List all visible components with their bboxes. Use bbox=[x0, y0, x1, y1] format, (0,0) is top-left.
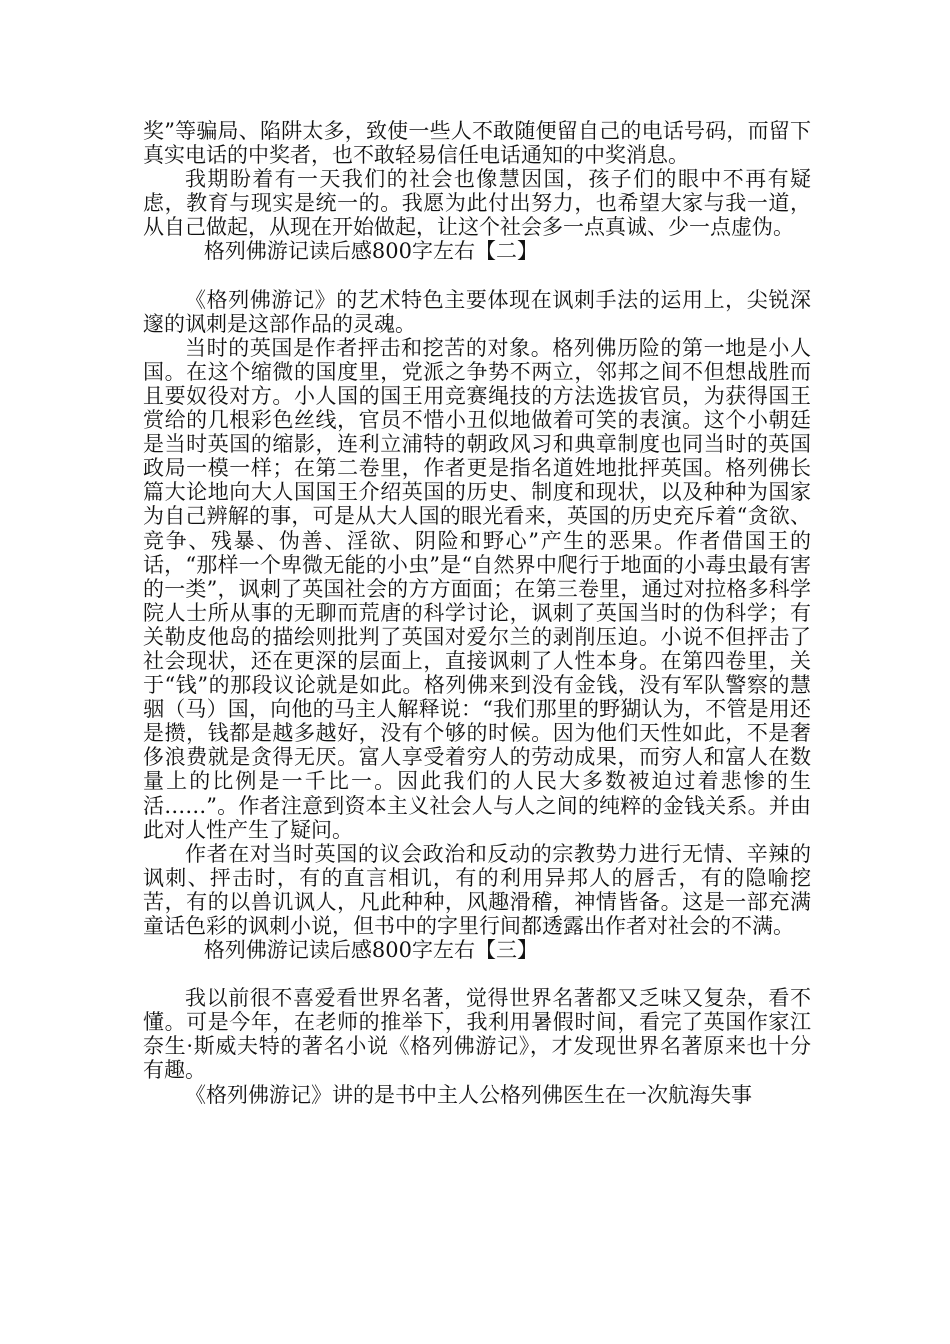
section-heading: 格列佛游记读后感800字左右【二】 bbox=[203, 239, 538, 264]
paragraph: 作者在对当时英国的议会政治和反动的宗教势力进行无情、辛辣的讽刺、抨击时，有的直言相讥，有的利用异邦人的唇舌，有的隐喻挖苦，有的以兽讥讽人，凡此种种，风趣滑稽，神情皆备。这是一部充满童话色彩的讽刺小说，但书中的字里行间都透露出作者对社会的不满。 bbox=[143, 841, 811, 938]
paragraph: 当时的英国是作者抨击和挖苦的对象。格列佛历险的第一地是小人国。在这个缩微的国度里，党派之争势不两立，邻邦之间不但想战胜而且要奴役对方。小人国的国王用竞赛绳技的方法选拔官员，为获得国王赏给的几根彩色丝线，官员不惜小丑似地做着可笑的表演。这个小朝廷是当时英国的缩影，连利立浦特的朝政风习和典章制度也同当时的英国政局一模一样；在第二卷里，作者更是指名道姓地批抨英国。格列佛长篇大论地向大人国国王介绍英国的历史、制度和现状，以及种种为国家为自己辨解的事，可是从大人国的眼光看来，英国的历史充斥着“贪欲、竞争、残暴、伪善、淫欲、阴险和野心”产生的恶果。作者借国王的话，“那样一个卑微无能的小虫”是“自然界中爬行于地面的小毒虫最有害的一类”，讽刺了英国社会的方方面面；在第三卷里，通过对拉格多科学院人士所从事的无聊而荒唐的科学讨论，讽刺了英国当时的伪科学；有关勒皮他岛的描绘则批判了英国对爱尔兰的剥削压迫。小说不但抨击了社会现状，还在更深的层面上，直接讽刺了人性本身。在第四卷里，关于“钱”的那段议论就是如此。格列佛来到没有金钱，没有军队警察的慧骃（马）国，向他的马主人解释说：“我们那里的野猢认为，不管是用还是攒，钱都是越多越好，没有个够的时候。因为他们天性如此，不是奢侈浪费就是贪得无厌。富人享受着穷人的劳动成果，而穷人和富人在数量上的比例是一千比一。因此我们的人民大多数被迫过着悲惨的生活……”。作者注意到资本主义社会人与人之间的纯粹的金钱关系。并由此对人性产生了疑问。 bbox=[143, 335, 811, 842]
section-heading: 格列佛游记读后感800字左右【三】 bbox=[203, 938, 538, 963]
paragraph: 《格列佛游记》的艺术特色主要体现在讽刺手法的运用上，尖锐深邃的讽刺是这部作品的灵魂。 bbox=[143, 287, 811, 336]
spacer bbox=[143, 962, 811, 986]
paragraph: 《格列佛游记》讲的是书中主人公格列佛医生在一次航海失事 bbox=[185, 1082, 752, 1107]
spacer bbox=[143, 264, 811, 288]
document-page bbox=[143, 119, 811, 1107]
paragraph: 奖”等骗局、陷阱太多，致使一些人不敢随便留自己的电话号码，而留下真实电话的中奖者，也不敢轻易信任电话通知的中奖消息。 bbox=[143, 119, 811, 168]
paragraph: 我期盼着有一天我们的社会也像慧因国，孩子们的眼中不再有疑虑，教育与现实是统一的。我愿为此付出努力，也希望大家与我一道，从自己做起，从现在开始做起，让这个社会多一点真诚、少一点虚伪。 bbox=[143, 167, 811, 240]
paragraph: 我以前很不喜爱看世界名著，觉得世界名著都又乏味又复杂，看不懂。可是今年，在老师的推举下，我利用暑假时间，看完了英国作家江奈生·斯威夫特的著名小说《格列佛游记》，才发现世界名著原来也十分有趣。 bbox=[143, 986, 811, 1083]
